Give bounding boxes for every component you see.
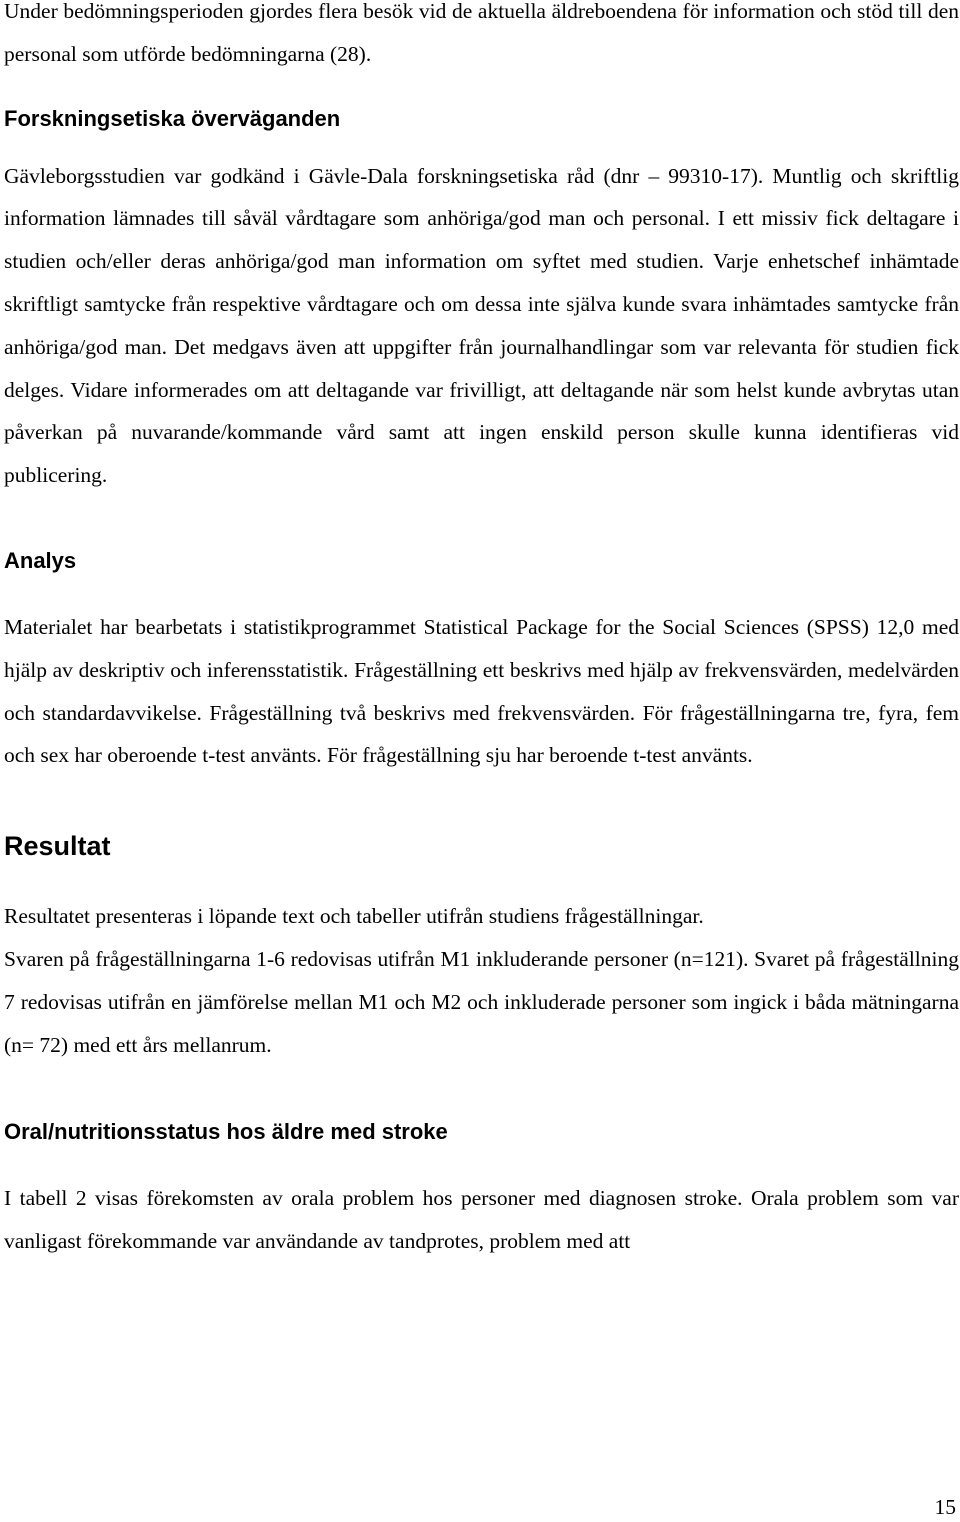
paragraph-analys: Materialet har bearbetats i statistikprogrammet Statistical Package for the Social Sciences (SPSS) 12,0 med hjälp av deskriptiv och inferensstatistik. Frågeställning ett beskrivs med hjälp av frekvensvärden, medelvärden och standardavvikelse. Frågeställning två beskrivs med frekvensvärden. För frågeställningarna tre, fyra, fem och sex har oberoende t-test använts. För frågeställning sju har beroende t-test använts.: [4, 614, 959, 768]
paragraph-resultat-1: Resultatet presenteras i löpande text och tabeller utifrån studiens frågeställningar.: [4, 904, 704, 929]
heading-resultat: Resultat: [4, 831, 111, 862]
paragraph-oral-nutrition: I tabell 2 visas förekomsten av orala problem hos personer med diagnosen stroke. Orala problem som var vanligast förekommande var användande av tandprotes, problem med att: [4, 1186, 959, 1254]
heading-analys: Analys: [4, 547, 77, 573]
intro-paragraph: Under bedömningsperioden gjordes flera besök vid de aktuella äldreboendena för information och stöd till den personal som utförde bedömningarna (28).: [4, 0, 959, 66]
heading-ethics: Forskningsetiska överväganden: [4, 105, 341, 131]
heading-oral-nutrition: Oral/nutritionsstatus hos äldre med stroke: [4, 1119, 448, 1145]
document-page: [4, 0, 959, 1263]
paragraph-resultat-2: Svaren på frågeställningarna 1-6 redovisas utifrån M1 inkluderande personer (n=121). Svaret på frågeställning 7 redovisas utifrån en jämförelse mellan M1 och M2 och inkluderade personer som ingick i båda mätningarna (n= 72) med ett års mellanrum.: [4, 946, 959, 1057]
paragraph-ethics: Gävleborgsstudien var godkänd i Gävle-Dala forskningsetiska råd (dnr – 99310-17). Muntlig och skriftlig information lämnades till såväl vårdtagare som anhöriga/god man och personal. I ett missiv fick deltagare i studien och/eller deras anhöriga/god man information om syftet med studien. Varje enhetschef inhämtade skriftligt samtycke från respektive vårdtagare och om dessa inte själva kunde svara inhämtades samtycke från anhöriga/god man. Det medgavs även att uppgifter från journalhandlingar som var relevanta för studien fick delges. Vidare informerades om att deltagande var frivilligt, att deltagande när som helst kunde avbrytas utan påverkan på nuvarande/kommande vård samt att ingen enskild person skulle kunna identifieras vid publicering.: [4, 163, 959, 488]
page-number: 15: [934, 1495, 956, 1519]
